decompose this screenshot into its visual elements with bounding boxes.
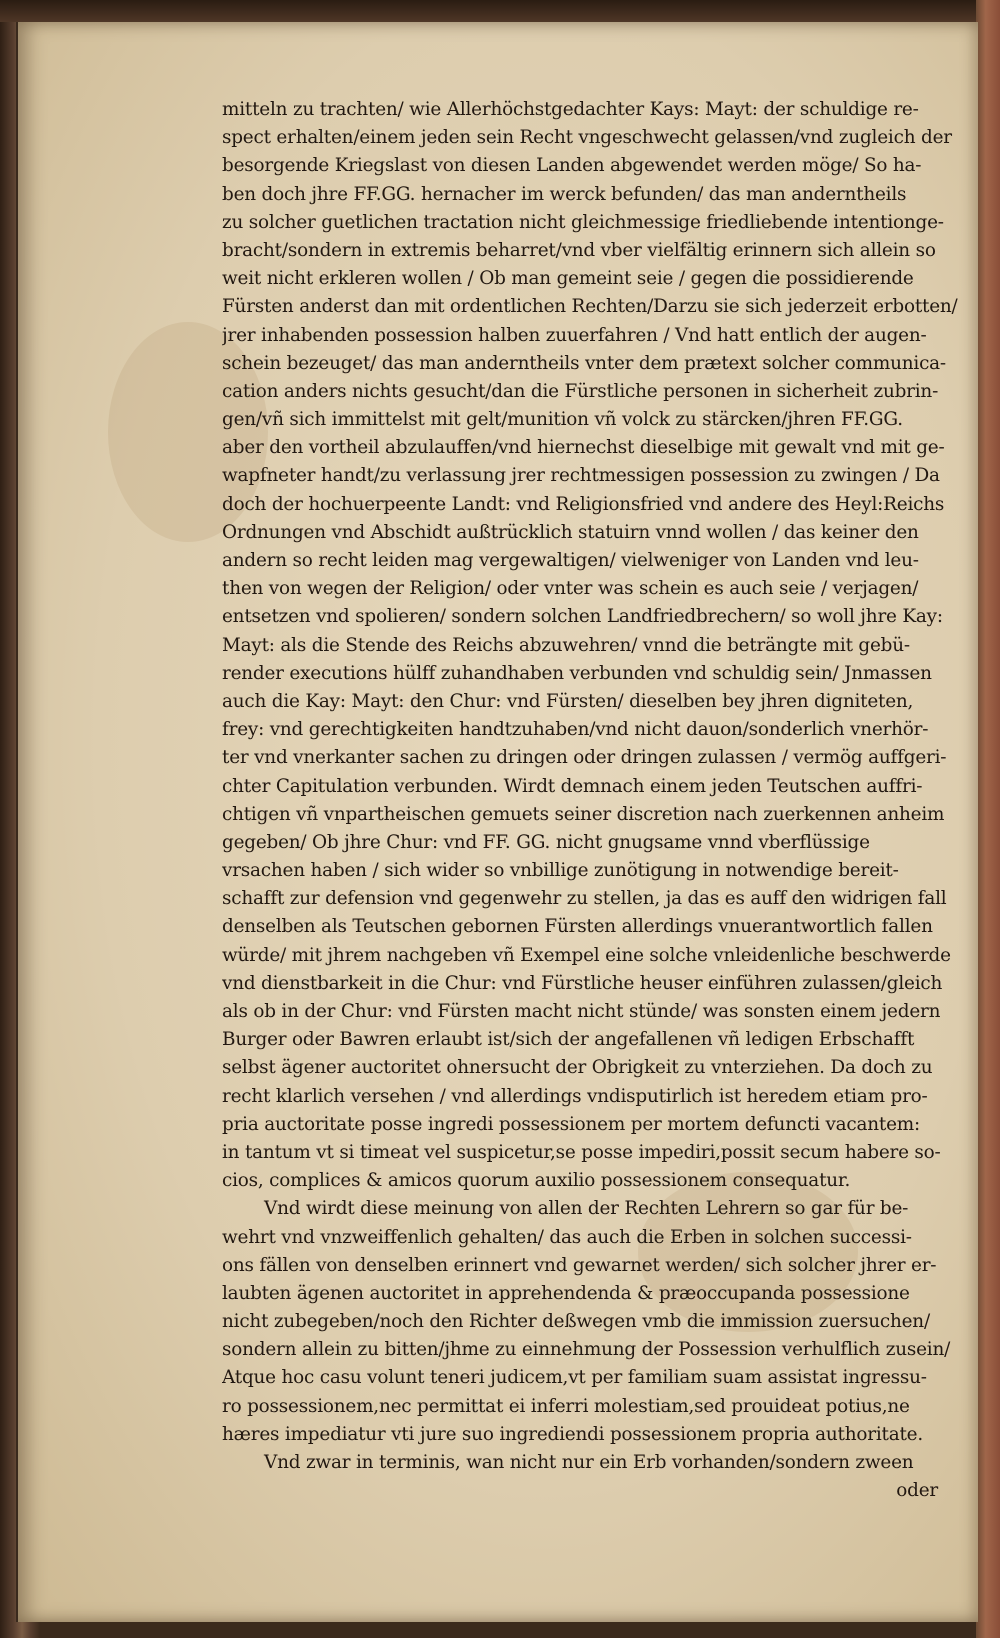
text-line: Fürsten anderst dan mit ordentlichen Rechten/Darzu sie sich jederzeit erbotten/ bbox=[222, 296, 958, 318]
body-text bbox=[222, 96, 972, 1505]
text-line: nicht zubegeben/noch den Richter deßwegen vmb die immission zuersuchen/ bbox=[222, 1311, 930, 1333]
text-line: aber den vortheil abzulauffen/vnd hiernechst dieselbige mit gewalt vnd mit ge- bbox=[222, 437, 945, 459]
text-line: spect erhalten/einem jeden sein Recht vngeschwecht gelassen/vnd zugleich der bbox=[222, 127, 952, 149]
text-line: würde/ mit jhrem nachgeben vñ Exempel eine solche vnleidenliche beschwerde bbox=[222, 944, 951, 966]
text-line: andern so recht leiden mag vergewaltigen/ vielweniger von Landen vnd leu- bbox=[222, 550, 919, 571]
text-line: entsetzen vnd spolieren/ sondern solchen Landfriedbrechern/ so woll jhre Kay: bbox=[222, 606, 943, 628]
text-line: weit nicht erkleren wollen / Ob man gemeint seie / gegen die possidierende bbox=[222, 268, 914, 290]
text-line: frey: vnd gerechtigkeiten handtzuhaben/vnd nicht dauon/sonderlich vnerhör- bbox=[222, 719, 929, 741]
text-line: in tantum vt si timeat vel suspicetur,se posse impediri,possit secum habere so- bbox=[222, 1141, 941, 1163]
catchword: oder bbox=[896, 1480, 938, 1502]
text-line: Mayt: als die Stende des Reichs abzuwehren/ vnnd die beträngte mit gebü- bbox=[222, 634, 910, 656]
text-line: cios, complices & amicos quorum auxilio possessionem consequatur. bbox=[222, 1170, 851, 1192]
text-line: Vnd zwar in terminis, wan nicht nur ein Erb vorhanden/sondern zween bbox=[264, 1452, 914, 1473]
text-line: zu solcher guetlichen tractation nicht gleichmessige friedliebende intentionge- bbox=[222, 211, 944, 233]
text-line: chter Capitulation verbunden. Wirdt demnach einem jeden Teutschen auffri- bbox=[222, 775, 923, 797]
top-scan-edge bbox=[0, 0, 1000, 22]
text-line: gegeben/ Ob jhre Chur: vnd FF. GG. nicht gnugsame vnnd vberflüssige bbox=[222, 831, 870, 853]
text-line: sondern allein zu bitten/jhme zu einnehmung der Possession verhulflich zusein/ bbox=[222, 1339, 951, 1361]
text-line: vnd dienstbarkeit in die Chur: vnd Fürstliche heuser einführen zulassen/gleich bbox=[222, 972, 943, 994]
text-line: ro possessionem,nec permittat ei inferri molestiam,sed prouideat potius,ne bbox=[222, 1395, 910, 1417]
text-line: laubten ägenen auctoritet in apprehendenda & præoccupanda possessione bbox=[222, 1282, 910, 1304]
text-line: als ob in der Chur: vnd Fürsten macht nicht stünde/ was sonsten einem jedern bbox=[222, 1001, 941, 1022]
text-line: ben doch jhre FF.GG. hernacher im werck befunden/ das man anderntheils bbox=[222, 183, 907, 205]
text-line: ter vnd vnerkanter sachen zu dringen oder dringen zulassen / vermög auffgeri- bbox=[222, 747, 947, 769]
text-line: wehrt vnd vnzweiffenlich gehalten/ das auch die Erben in solchen successi- bbox=[222, 1226, 912, 1248]
text-line: chtigen vñ vnpartheischen gemuets seiner discretion nach zuerkennen anheim bbox=[222, 803, 945, 825]
text-line: then von wegen der Religion/ oder vnter was schein es auch seie / verjagen/ bbox=[222, 578, 919, 600]
text-line: schafft zur defension vnd gegenwehr zu stellen, ja das es auff den widrigen fall bbox=[222, 888, 947, 910]
text-line: gen/vñ sich immittelst mit gelt/munition vñ volck zu stärcken/jhren FF.GG. bbox=[222, 409, 903, 431]
book-edge bbox=[976, 0, 1000, 1638]
text-line: recht klarlich versehen / vnd allerdings vndisputirlich ist heredem etiam pro- bbox=[222, 1085, 928, 1107]
text-line: Burger oder Bawren erlaubt ist/sich der angefallenen vñ ledigen Erbschafft bbox=[222, 1029, 915, 1051]
text-line: denselben als Teutschen gebornen Fürsten allerdings vnuerantwortlich fallen bbox=[222, 916, 933, 938]
text-line: pria auctoritate posse ingredi possessionem per mortem defuncti vacantem: bbox=[222, 1113, 921, 1135]
text-line: vrsachen haben / sich wider so vnbillige zunötigung in notwendige bereit- bbox=[222, 860, 899, 882]
text-line: Vnd wirdt diese meinung von allen der Rechten Lehrern so gar für be- bbox=[264, 1198, 909, 1220]
text-line: mitteln zu trachten/ wie Allerhöchstgedachter Kays: Mayt: der schuldige re- bbox=[222, 99, 919, 120]
text-line: besorgende Kriegslast von diesen Landen abgewendet werden möge/ So ha- bbox=[222, 155, 922, 177]
text-line: render executions hülff zuhandhaben verbunden vnd schuldig sein/ Jnmassen bbox=[222, 662, 932, 684]
text-line: Ordnungen vnd Abschidt außtrücklich statuirn vnnd wollen / das keiner den bbox=[222, 521, 919, 543]
text-line: selbst ägener auctoritet ohnersucht der Obrigkeit zu vnterziehen. Da doch zu bbox=[222, 1057, 933, 1079]
text-line: cation anders nichts gesucht/dan die Fürstliche personen in sicherheit zubrin- bbox=[222, 380, 939, 402]
text-line: Atque hoc casu volunt teneri judicem,vt per familiam suam assistat ingressu- bbox=[222, 1367, 927, 1389]
text-line: schein bezeuget/ das man anderntheils vnter dem prætext solcher communica- bbox=[222, 352, 946, 374]
text-line: doch der hochuerpeente Landt: vnd Religionsfried vnd andere des Heyl:Reichs bbox=[222, 493, 945, 515]
text-line: bracht/sondern in extremis beharret/vnd vber vielfältig erinnern sich allein so bbox=[222, 239, 936, 261]
text-line: wapfneter handt/zu verlassung jrer rechtmessigen possession zu zwingen / Da bbox=[222, 465, 940, 487]
text-line: ons fällen von denselben erinnert vnd gewarnet werden/ sich solcher jhrer er- bbox=[222, 1254, 937, 1276]
text-line: jrer inhabenden possession halben zuuerfahren / Vnd hatt entlich der augen- bbox=[222, 324, 927, 346]
text-line: hæres impediatur vti jure suo ingrediendi possessionem propria authoritate. bbox=[222, 1423, 923, 1445]
text-line: auch die Kay: Mayt: den Chur: vnd Fürsten/ dieselben bey jhren digniteten, bbox=[222, 690, 914, 712]
